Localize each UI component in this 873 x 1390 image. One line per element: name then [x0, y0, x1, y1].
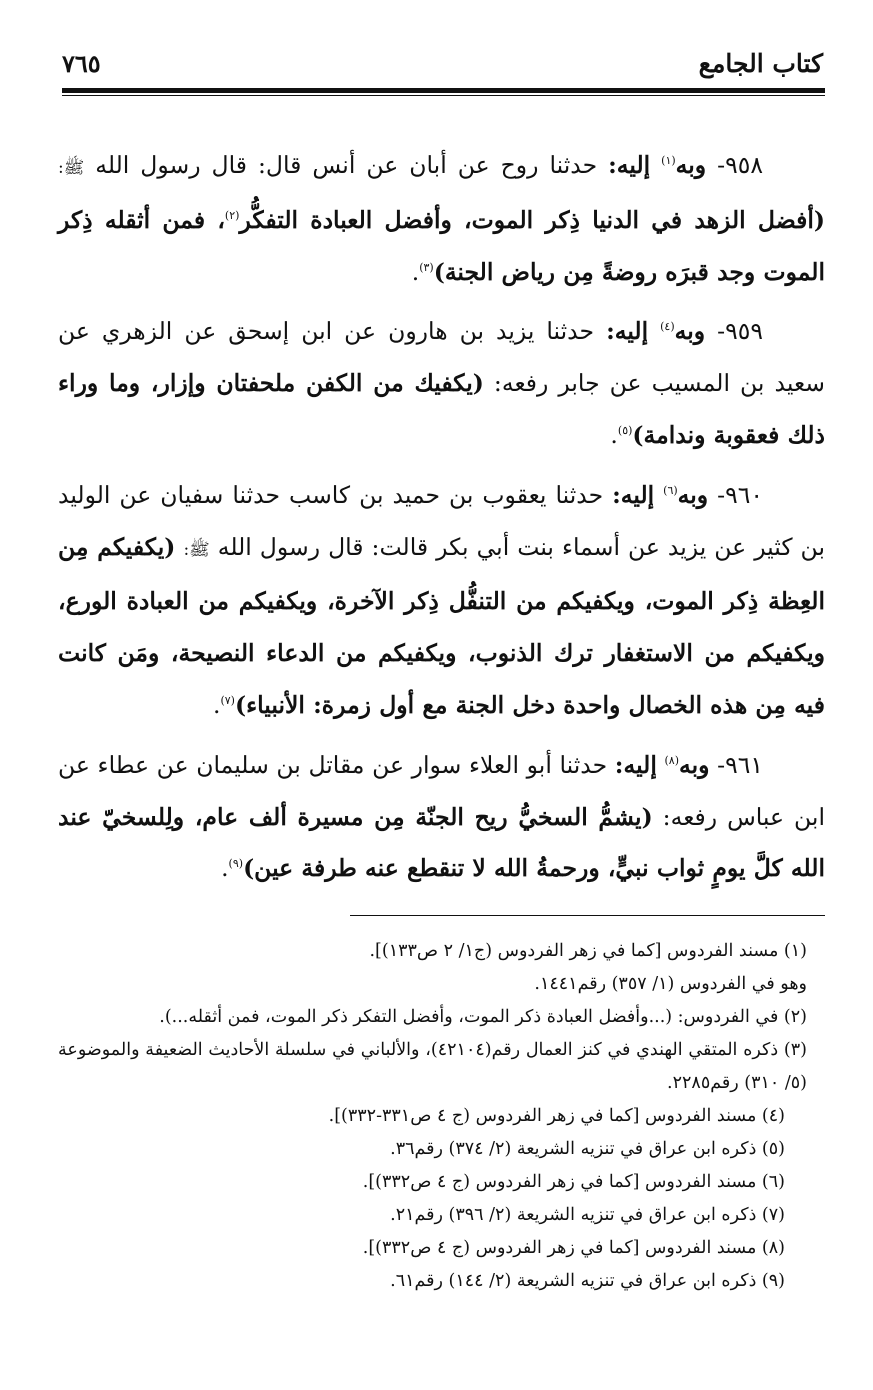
- footnote-ref: (٣): [419, 260, 434, 274]
- footnote-3: (٣) ذكره المتقي الهندي في كنز العمال رقم(٤٢١٠٤)، والألباني في سلسلة الأحاديث الضعيفة والموضوعة (٥/ ٣١٠) رقم٢٢٨٥.: [58, 1040, 807, 1093]
- hadith-number: ٩٦٠-: [717, 480, 763, 509]
- ilayhi-label: إليه:: [608, 151, 651, 179]
- wabihi-label: وبه: [674, 317, 706, 346]
- hadith-matn: (أفضل الزهد في الدنيا ذِكر الموت، وأفضل العبادة التفكُّر: [239, 205, 825, 234]
- hadith-958: [58, 140, 825, 298]
- ilayhi-label: إليه:: [614, 750, 657, 779]
- end-mark: .: [411, 257, 420, 286]
- isnad-chain: حدثنا يزيد بن هارون عن ابن إسحق عن الزهري عن سعيد بن المسيب عن جابر رفعه:: [58, 317, 825, 398]
- footnote-ref: (٩): [228, 857, 244, 871]
- hadith-matn: (يكفيك من الكفن ملحفتان وإزار، وما وراء ذلك فعقوبة وندامة): [58, 369, 825, 449]
- wabihi-label: وبه: [675, 151, 707, 179]
- isnad-chain: حدثنا أبو العلاء سوار عن مقاتل بن سليمان عن عطاء عن ابن عباس رفعه:: [58, 750, 825, 831]
- footnotes: [58, 935, 813, 1298]
- ilayhi-label: إليه:: [612, 480, 655, 509]
- footnote-ref: (٥): [617, 424, 633, 438]
- footnote-8: (٨) مسند الفردوس [كما في زهر الفردوس (ج ٤ ص٣٣٢)].: [362, 1238, 785, 1258]
- header-rule: [62, 88, 825, 96]
- footnote-ref: (٤): [660, 320, 675, 334]
- running-header: [62, 42, 823, 84]
- footnote-5: (٥) ذكره ابن عراق في تنزيه الشريعة (٢/ ٣٧٤) رقم٣٦.: [390, 1139, 785, 1159]
- hadith-959: [58, 306, 825, 461]
- page-number: ٧٦٥: [62, 48, 101, 78]
- footnote-2: (٢) في الفردوس: (...وأفضل العبادة ذكر الموت، وأفضل التفكر ذكر الموت، فمن أثقله...).: [159, 1007, 807, 1027]
- wabihi-label: وبه: [677, 480, 709, 509]
- wabihi-label: وبه: [679, 750, 710, 779]
- isnad-chain: حدثنا يعقوب بن حميد بن كاسب حدثنا سفيان عن الوليد بن كثير عن يزيد عن أسماء بنت أبي بكر قالت: قال رسول الله: [58, 480, 825, 561]
- hadith-960: [58, 470, 825, 732]
- footnote-ref: (٧): [220, 694, 235, 708]
- hadith-number: ٩٥٨-: [717, 151, 763, 179]
- hadith-961: [58, 740, 825, 895]
- hadith-number: ٩٦١-: [717, 750, 763, 779]
- end-mark: .: [212, 690, 221, 719]
- footnote-4: (٤) مسند الفردوس [كما في زهر الفردوس (ج ٤ ص٣٣١-٣٣٢)].: [328, 1106, 785, 1126]
- hadith-matn: (يشمُّ السخيُّ ريح الجنّة مِن مسيرة ألف عام، ولِلسخيّ عند الله كلَّ يومٍ ثواب نبيٍّ، ورحمةُ الله لا تنقطع عنه طرفة عين): [58, 802, 825, 883]
- main-text: [58, 140, 825, 903]
- isnad-chain: حدثنا روح عن أبان عن أنس قال: قال رسول الله: [95, 151, 598, 179]
- footnote-1-continuation: وهو في الفردوس (١/ ٣٥٧) رقم١٤٤١.: [534, 974, 807, 994]
- footnote-ref: (٦): [663, 483, 678, 497]
- footnote-7: (٧) ذكره ابن عراق في تنزيه الشريعة (٢/ ٣٩٦) رقم٢١.: [390, 1205, 785, 1225]
- footnote-9: (٩) ذكره ابن عراق في تنزيه الشريعة (٢/ ١٤٤) رقم٦١.: [390, 1271, 785, 1291]
- hadith-number: ٩٥٩-: [717, 317, 763, 346]
- footnote-6: (٦) مسند الفردوس [كما في زهر الفردوس (ج ٤ ص٣٣٢)].: [362, 1172, 785, 1192]
- end-mark: .: [221, 854, 229, 883]
- footnote-ref: (٢): [224, 208, 240, 222]
- end-mark: .: [610, 420, 618, 449]
- hadith-matn: (يكفيكم مِن العِظة ذِكر الموت، ويكفيكم من التنفُّل ذِكر الآخرة، ويكفيكم من العبادة الورع، ويكفيكم من الاستغفار ترك الذنوب، ويكفيكم من الدعاء النصيحة، ومَن كانت فيه مِن هذه الخصال واحدة دخل الجنة مع أول زمرة: الأنبياء): [58, 532, 825, 719]
- footnote-ref: (١): [661, 154, 676, 168]
- ilayhi-label: إليه:: [606, 317, 649, 346]
- footnote-1: (١) مسند الفردوس [كما في زهر الفردوس (ج١/ ٢ ص١٣٣)].: [369, 941, 807, 961]
- salawat-glyph: ﷺ:: [183, 539, 210, 560]
- footnote-rule: [350, 915, 825, 916]
- book-title: كتاب الجامع: [698, 48, 823, 78]
- footnote-ref: (٨): [664, 753, 680, 767]
- salawat-glyph: ﷺ:: [58, 158, 85, 178]
- hadith-matn-rest: ، فمن أثقله ذِكر الموت وجد قبرَه روضةً مِن رياض الجنة): [58, 205, 825, 286]
